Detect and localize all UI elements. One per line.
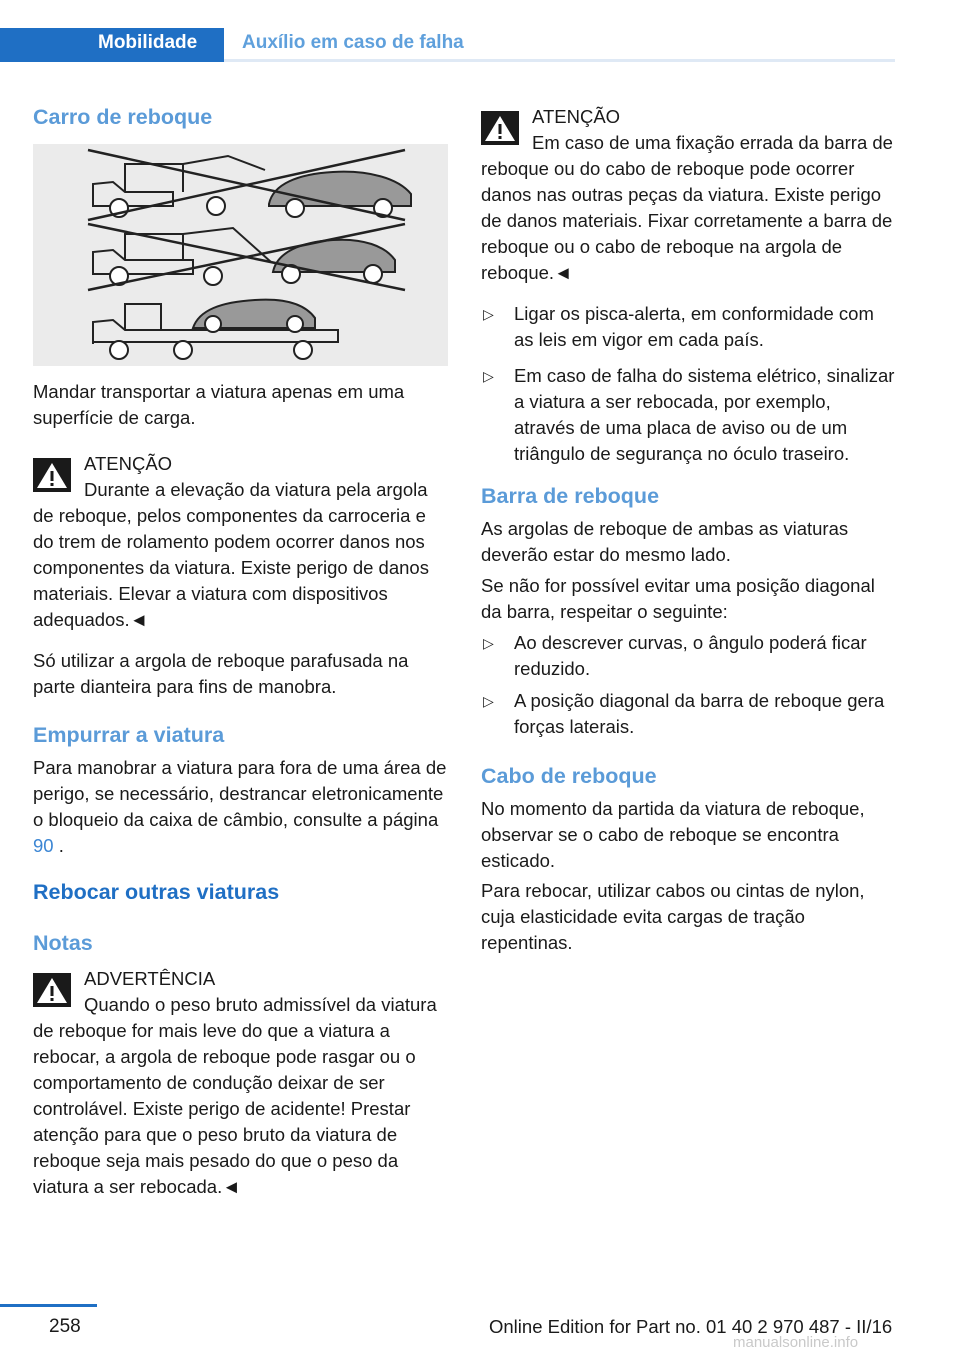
warning-body: Durante a elevação da viatura pela argola de reboque, pelos componentes da carroceria e do trem de rolamento podem ocorrer danos nos componentes da viatura. Existe perigo de danos materiais. Elevar a viatura com dispositivos adequados.◄ [33,479,429,630]
list-item-text: A posição diagonal da barra de reboque gera forças laterais. [514,690,885,737]
section-title-tow-cable: Cabo de reboque [481,764,657,788]
tow-eye-note: Só utilizar a argola de reboque parafusada na parte dianteira para fins de manobra. [33,650,409,697]
push-body [33,755,448,859]
edition-note: Online Edition for Part no. 01 40 2 970 487 - II/16 [489,1316,893,1337]
page-link-90[interactable]: 90 [33,835,54,856]
tow-trucks-illustration [33,144,448,366]
bullet-list-tow-bar [481,630,896,740]
bullet-list-hazard [481,301,896,467]
tab-mobilidade[interactable]: Mobilidade [0,28,224,62]
tow-bar-p2: Se não for possível evitar uma posição diagonal da barra, respeitar o seguinte: [481,575,875,622]
tow-bar-p1: As argolas de reboque de ambas as viaturas deverão estar do mesmo lado. [481,518,849,565]
bullet-triangle-icon: ▷ [483,693,494,709]
list-item-text: Ao descrever curvas, o ângulo poderá ficar reduzido. [514,632,867,679]
watermark: manualsonline.info [733,1334,859,1351]
list-item-text: Em caso de falha do sistema elétrico, sinalizar a viatura a ser rebocada, por exemplo, através de uma placa de aviso ou de um triângulo de segurança no óculo traseiro. [514,365,895,464]
warning-title: ATENÇÃO [84,453,173,474]
push-body-text: Para manobrar a viatura para fora de uma área de perigo, se necessário, destrancar eletronicamente o bloqueio da caixa de câmbio, consulte a página [33,757,447,830]
tab-auxilio[interactable]: Auxílio em caso de falha [242,32,464,53]
tow-trucks-icon [33,144,448,366]
bullet-triangle-icon: ▷ [483,306,494,322]
list-item [481,630,896,682]
section-title-tow-other: Rebocar outras viaturas [33,880,280,904]
list-item [481,301,896,353]
section-title-tow-truck: Carro de reboque [33,105,213,129]
section-title-tow-bar: Barra de reboque [481,484,660,508]
warning-title: ADVERTÊNCIA [84,968,216,989]
page-number: 258 [49,1316,81,1337]
page-footer [0,1300,960,1362]
section-title-notes: Notas [33,931,93,955]
list-item [481,688,896,740]
tow-cable-p1: No momento da partida da viatura de reboque, observar se o cabo de reboque se encontra esticado. [481,798,865,871]
page-number-bar [0,1304,97,1307]
tow-truck-caption: Mandar transportar a viatura apenas em uma superfície de carga. [33,381,405,428]
push-body-end: . [53,835,64,856]
list-item-text: Ligar os pisca-alerta, em conformidade com as leis em vigor em cada país. [514,303,874,350]
warning-body: Quando o peso bruto admissível da viatura de reboque for mais leve do que a viatura a rebocar, a argola de reboque pode rasgar ou o comportamento de condução deixar de ser controlável. Existe perigo de acidente! Prestar atenção para que o peso bruto da viatura de reboque seja mais pesado do que o peso da viatura a ser rebocada.◄ [33,994,437,1197]
bullet-triangle-icon: ▷ [483,368,494,384]
header-bar [0,28,895,62]
bullet-triangle-icon: ▷ [483,635,494,651]
section-title-push: Empurrar a viatura [33,723,225,747]
list-item [481,363,896,467]
warning-body: Em caso de uma fixação errada da barra de reboque ou do cabo de reboque pode ocorrer danos nas outras peças da viatura. Existe perigo de danos materiais. Fixar corretamente a barra de reboque ou o cabo de reboque na argola de reboque.◄ [481,132,893,283]
tow-cable-p2: Para rebocar, utilizar cabos ou cintas de nylon, cuja elasticidade evita cargas de tração repentinas. [481,880,865,953]
header-rule [224,59,895,62]
warning-title: ATENÇÃO [532,106,621,127]
